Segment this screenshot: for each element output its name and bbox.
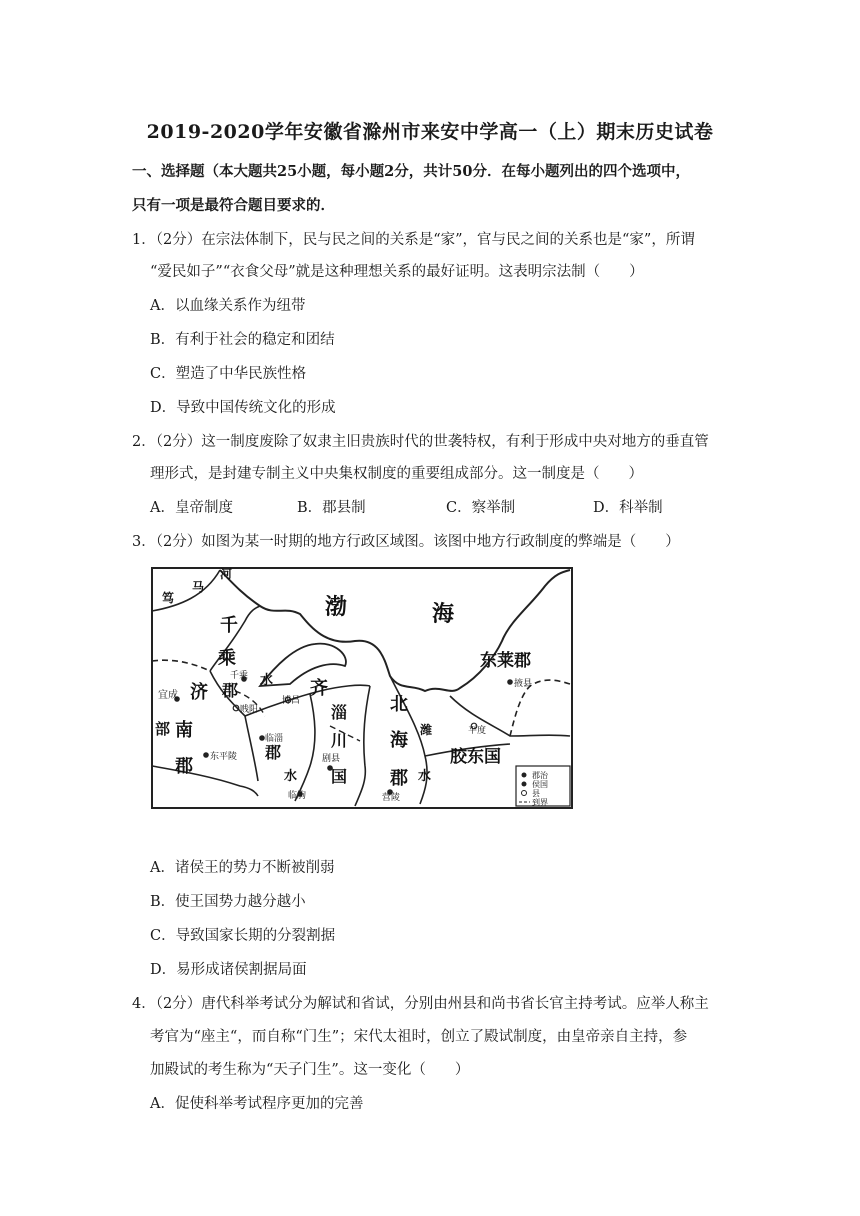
map-label-he: 河 — [220, 567, 233, 581]
map-label-qiancheng-city: 千乘 — [230, 670, 249, 680]
map-label-jiaodong: 胶东国 — [450, 747, 501, 766]
map-label-shui2: 水 — [284, 768, 298, 783]
map-label-juxian: 剧县 — [322, 753, 341, 763]
question-3-option-d[interactable]: D．易形成诸侯割据局面 — [150, 962, 307, 978]
map-label-du: 笃 — [162, 591, 175, 605]
legend-label-4: 到界 — [532, 798, 548, 807]
question-3-map — [150, 566, 574, 810]
map-label-sea2: 海 — [432, 601, 455, 626]
map-label-bei: 北 — [390, 694, 408, 714]
question-3-option-b[interactable]: B．使王国势力越分越小 — [150, 894, 306, 910]
question-1-stem-line2: “爱民如子”“衣食父母”就是这种理想关系的最好证明。这表明宗法制（ ） — [150, 264, 644, 280]
map-label-jun4: 郡 — [390, 768, 408, 788]
map-label-guo1: 国 — [331, 769, 348, 786]
map-label-linzi: 临淄 — [265, 733, 284, 743]
map-label-ji: 济 — [190, 682, 208, 702]
question-3-option-c[interactable]: C．导致国家长期的分裂割据 — [150, 928, 336, 944]
map-label-nan: 南 — [175, 720, 193, 740]
legend-label-3: 县 — [532, 789, 540, 798]
section-heading-line1: 一、选择题（本大题共25小题，每小题2分，共计50分．在每小题列出的四个选项中， — [132, 163, 690, 180]
question-3-stem: 3．（2分）如图为某一时期的地方行政区域图。该图中地方行政制度的弊端是（ ） — [132, 534, 680, 550]
map-label-bochang: 博昌 — [282, 695, 301, 705]
map-label-shui3: 水 — [418, 768, 432, 783]
question-3-option-a[interactable]: A．诸侯王的势力不断被削弱 — [150, 860, 335, 876]
map-label-shui1: 水 — [260, 672, 274, 687]
question-2-option-b[interactable]: B．郡县制 — [297, 500, 366, 516]
page-title: 2019-2020学年安徽省滁州市来安中学高一（上）期末历史试卷 — [146, 121, 714, 143]
map-label-zi: 淄 — [331, 705, 348, 722]
question-4-option-a[interactable]: A．促使科举考试程序更加的完善 — [150, 1096, 364, 1112]
map-label-linqu: 临朐 — [288, 790, 307, 800]
question-1-option-b[interactable]: B．有利于社会的稳定和团结 — [150, 332, 335, 348]
legend-label-2: 侯国 — [532, 780, 548, 789]
question-4-stem-line1: 4．（2分）唐代科举考试分为解试和省试，分别由州县和尚书省长官主持考试。应举人称主 — [132, 996, 709, 1012]
question-1-stem-line1: 1．（2分）在宗法体制下，民与民之间的关系是“家”，官与民之间的关系也是“家”，所谓 — [132, 232, 695, 248]
question-1-option-d[interactable]: D．导致中国传统文化的形成 — [150, 400, 336, 416]
question-2-stem-line2: 理形式，是封建专制主义中央集权制度的重要组成部分。这一制度是（ ） — [150, 466, 643, 482]
map-label-jun3: 郡 — [265, 745, 282, 762]
legend-label-1: 郡治 — [532, 771, 548, 780]
question-2-stem-line1: 2．（2分）这一制度废除了奴隶主旧贵族时代的世袭特权，有利于形成中央对地方的垂直管 — [132, 434, 709, 450]
map-label-yicheng: 宜成 — [158, 690, 178, 701]
question-2-option-c[interactable]: C．察举制 — [446, 500, 516, 516]
question-2-option-d[interactable]: D．科举制 — [593, 500, 663, 516]
map-label-donglai: 东莱郡 — [480, 651, 531, 670]
map-label-chuan: 川 — [331, 733, 348, 750]
map-label-qi: 齐 — [310, 678, 328, 698]
map-label-jun2: 郡 — [175, 756, 193, 776]
map-label-dongpingling: 东平陵 — [210, 751, 238, 761]
section-heading-line2: 只有一项是最符合题目要求的． — [132, 197, 335, 214]
map-label-sea: 渤 — [325, 594, 348, 619]
map-label-yexian: 掖县 — [514, 678, 533, 688]
map-label-qian: 千 — [220, 615, 238, 635]
question-4-stem-line2: 考官为“座主“，而自称“门生”；宋代太祖时，创立了殿试制度，由皇帝亲自主持，参 — [150, 1029, 688, 1045]
map-label-jun1: 郡 — [222, 683, 239, 700]
question-1-option-a[interactable]: A．以血缘关系作为纽带 — [150, 298, 306, 314]
question-1-option-c[interactable]: C．塑造了中华民族性格 — [150, 366, 307, 382]
map-label-hai: 海 — [390, 730, 408, 750]
map-label-yingling: 营陵 — [382, 792, 401, 802]
map-label-wei: 潍 — [420, 723, 433, 737]
map-label-pingdu: 平度 — [468, 725, 487, 735]
map-label-bu: 部 — [155, 722, 171, 738]
question-4-stem-line3: 加殿试的考生称为“天子门生”。这一变化（ ） — [150, 1062, 470, 1078]
map-label-xianyang: 贱阳 — [240, 704, 259, 714]
map-label-ma: 马 — [192, 580, 205, 594]
map-label-cheng: 乘 — [218, 648, 236, 668]
question-2-option-a[interactable]: A．皇帝制度 — [150, 500, 233, 516]
